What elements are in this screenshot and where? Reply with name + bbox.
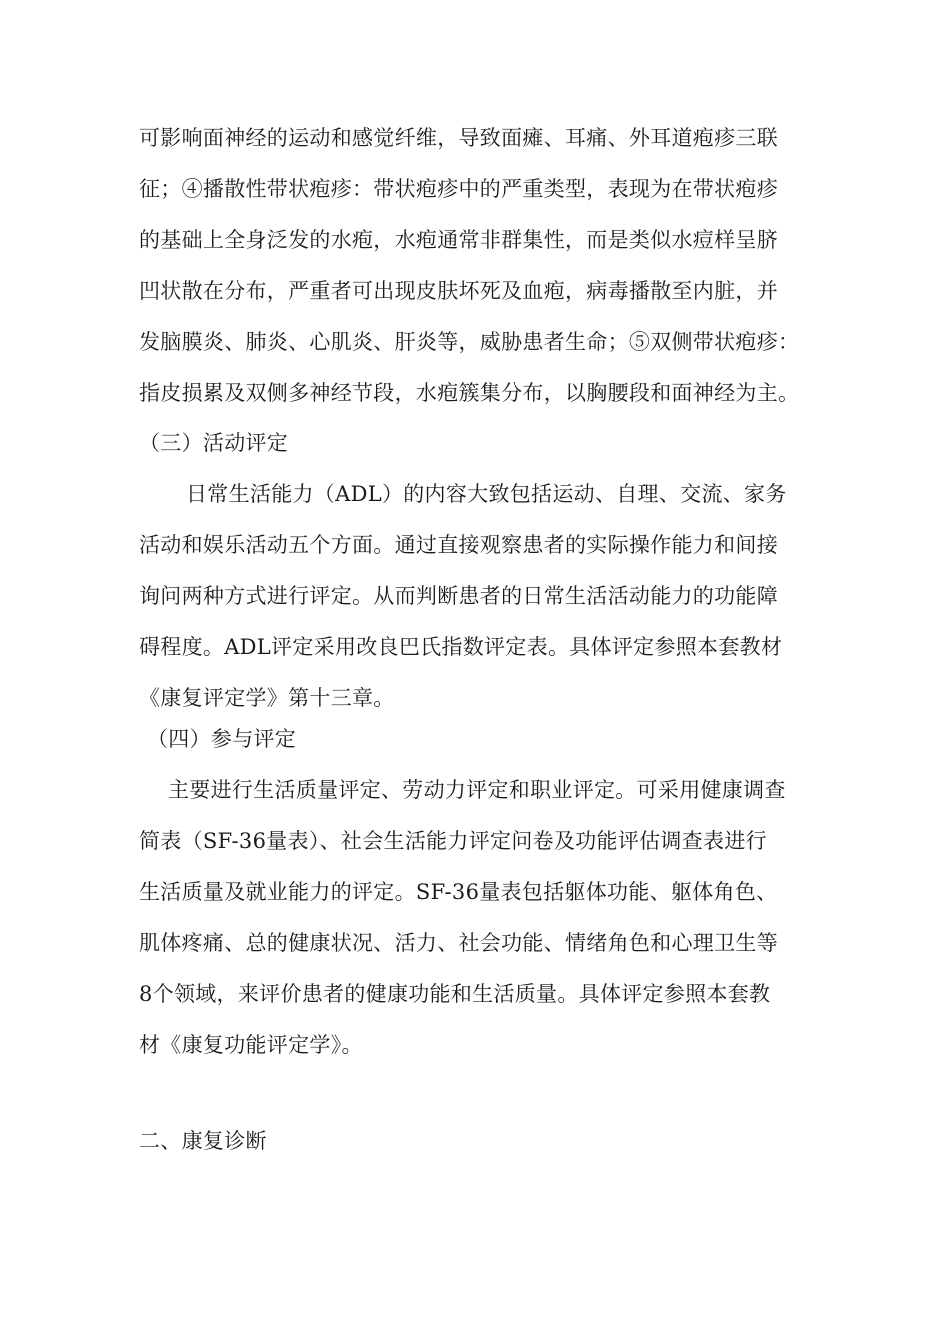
paragraph-line: 发脑膜炎、肺炎、心肌炎、肝炎等，威胁患者生命；⑤双侧带状疱疹：	[139, 330, 800, 354]
paragraph-line: 主要进行生活质量评定、劳动力评定和职业评定。可采用健康调查	[168, 778, 786, 802]
paragraph-line: 生活质量及就业能力的评定。SF-36量表包括躯体功能、躯体角色、	[139, 880, 778, 904]
paragraph-line: 征；④播散性带状疱疹：带状疱疹中的严重类型，表现为在带状疱疹	[139, 177, 778, 201]
paragraph-line: 简表（SF-36量表）、社会生活能力评定问卷及功能评估调查表进行	[139, 829, 767, 853]
paragraph-line: 指皮损累及双侧多神经节段，水疱簇集分布，以胸腰段和面神经为主。	[139, 381, 800, 405]
paragraph-line: 8个领域，来评价患者的健康功能和生活质量。具体评定参照本套教	[139, 982, 771, 1006]
paragraph-line: 《康复评定学》第十三章。	[139, 686, 395, 710]
paragraph-line: 日常生活能力（ADL）的内容大致包括运动、自理、交流、家务	[186, 482, 787, 506]
paragraph-line: 活动和娱乐活动五个方面。通过直接观察患者的实际操作能力和间接	[139, 533, 778, 557]
paragraph-line: 肌体疼痛、总的健康状况、活力、社会功能、情绪角色和心理卫生等	[139, 931, 778, 955]
paragraph-line: 碍程度。ADL评定采用改良巴氏指数评定表。具体评定参照本套教材	[139, 635, 783, 659]
paragraph-line: 凹状散在分布，严重者可出现皮肤坏死及血疱，病毒播散至内脏，并	[139, 279, 778, 303]
section-heading-activity: （三）活动评定	[139, 431, 289, 455]
paragraph-line: 的基础上全身泛发的水疱，水疱通常非群集性，而是类似水痘样呈脐	[139, 228, 778, 252]
paragraph-line: 询问两种方式进行评定。从而判断患者的日常生活活动能力的功能障	[139, 584, 778, 608]
section-heading-participation: （四）参与评定	[147, 727, 297, 751]
paragraph-line: 材《康复功能评定学》。	[139, 1033, 363, 1057]
paragraph-line: 可影响面神经的运动和感觉纤维，导致面瘫、耳痛、外耳道疱疹三联	[139, 126, 778, 150]
section-heading-diagnosis: 二、康复诊断	[139, 1129, 267, 1153]
